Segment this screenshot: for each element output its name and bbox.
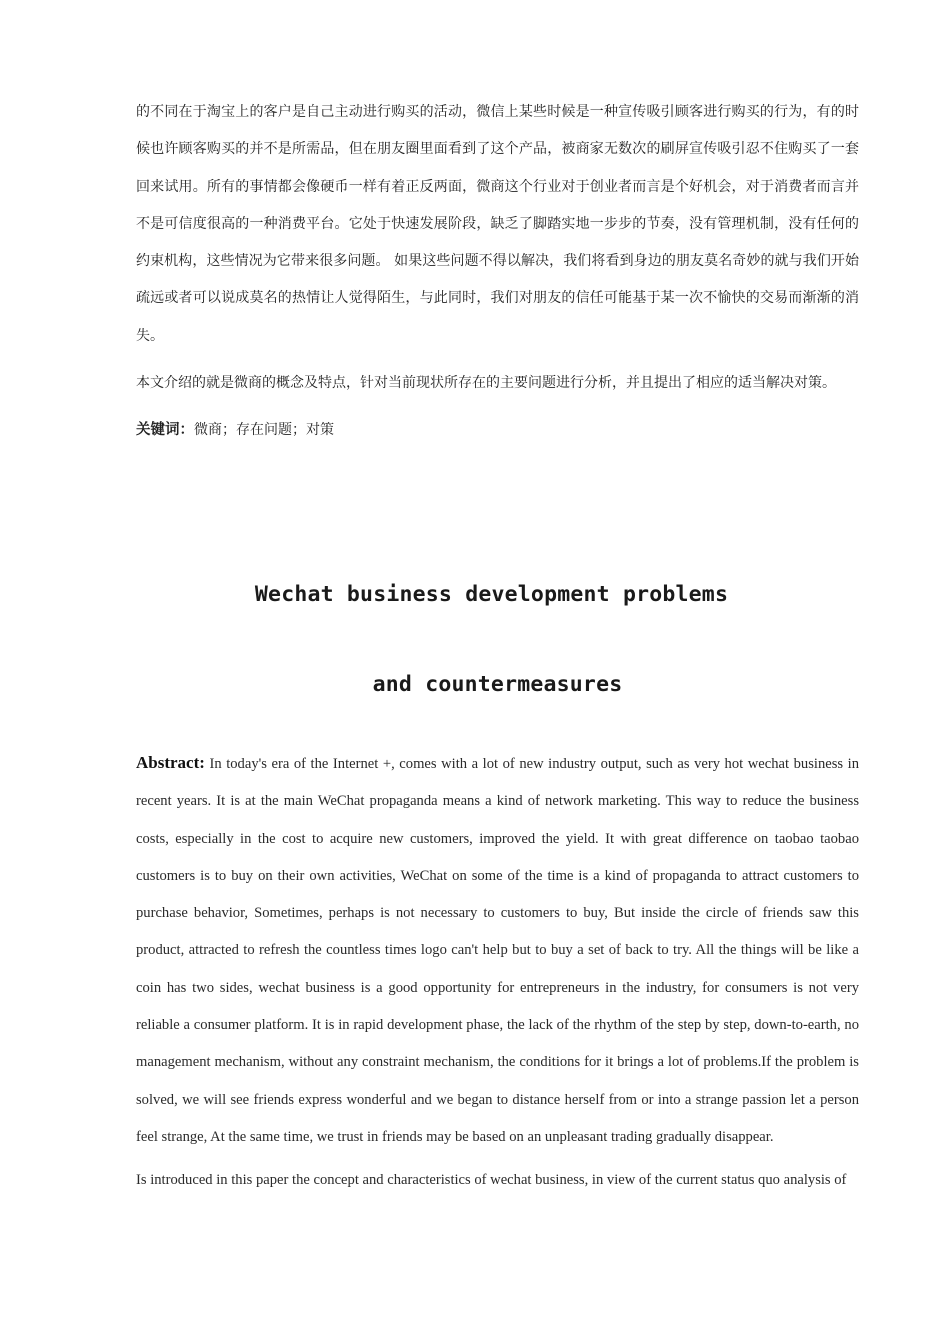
keywords-label: 关键词： xyxy=(136,422,194,439)
abstract-label: Abstract: xyxy=(136,753,205,772)
english-abstract-paragraph-1 xyxy=(136,744,859,1156)
english-title-line-1: Wechat business development problems xyxy=(254,582,729,607)
chinese-keywords xyxy=(136,416,859,444)
english-abstract-text: In today's era of the Internet +, comes with a lot of new industry output, such as very hot wechat business in recent years. It is at the main WeChat propaganda means a kind of network marketing. This way to reduce the business costs, especially in the cost to acquire new customers, improved the yield. It with great difference on taobao taobao customers is to buy on their own activities, WeChat on some of the time is a kind of propaganda to attract customers to purchase behavior, Sometimes, perhaps is not necessary to customers to buy, But inside the circle of friends saw this product, attracted to refresh the countless times logo can't help but to buy a set of back to try. All the things will be like a coin has two sides, wechat business is a good opportunity for entrepreneurs in the industry, for consumers is not very reliable a consumer platform. It is in rapid development phase, the lack of the rhythm of the step by step, down-to-earth, no management mechanism, without any constraint mechanism, the conditions for it brings a lot of problems.If the problem is solved, we will see friends express wonderful and we began to distance herself from or into a strange passion let a person feel strange, At the same time, we trust in friends may be based on an unpleasant trading gradually disappear. xyxy=(136,756,860,1145)
english-abstract-paragraph-2: Is introduced in this paper the concept and characteristics of wechat business, in view of the current status quo analysis of xyxy=(136,1172,847,1189)
english-title-line-2: and countermeasures xyxy=(372,672,623,697)
chinese-abstract-paragraph-2: 本文介绍的就是微商的概念及特点，针对当前现状所存在的主要问题进行分析，并且提出了相应的适当解决对策。 xyxy=(136,375,836,392)
chinese-abstract-paragraph-1: 的不同在于淘宝上的客户是自己主动进行购买的活动，微信上某些时候是一种宣传吸引顾客进行购买的行为，有的时候也许顾客购买的并不是所需品，但在朋友圈里面看到了这个产品，被商家无数次的刷屏宣传吸引忍不住购买了一套回来试用。所有的事情都会像硬币一样有着正反两面，微商这个行业对于创业者而言是个好机会，对于消费者而言并不是可信度很高的一种消费平台。它处于快速发展阶段，缺乏了脚踏实地一步步的节奏，没有管理机制，没有任何的约束机构，这些情况为它带来很多问题。 如果这些问题不得以解决，我们将看到身边的朋友莫名奇妙的就与我们开始疏远或者可以说成莫名的热情让人觉得陌生，与此同时，我们对朋友的信任可能基于某一次不愉快的交易而渐渐的消失。 xyxy=(136,104,859,344)
document-page xyxy=(136,94,860,1189)
keywords-value: 微商；存在问题；对策 xyxy=(194,422,334,439)
english-abstract xyxy=(136,744,859,1200)
